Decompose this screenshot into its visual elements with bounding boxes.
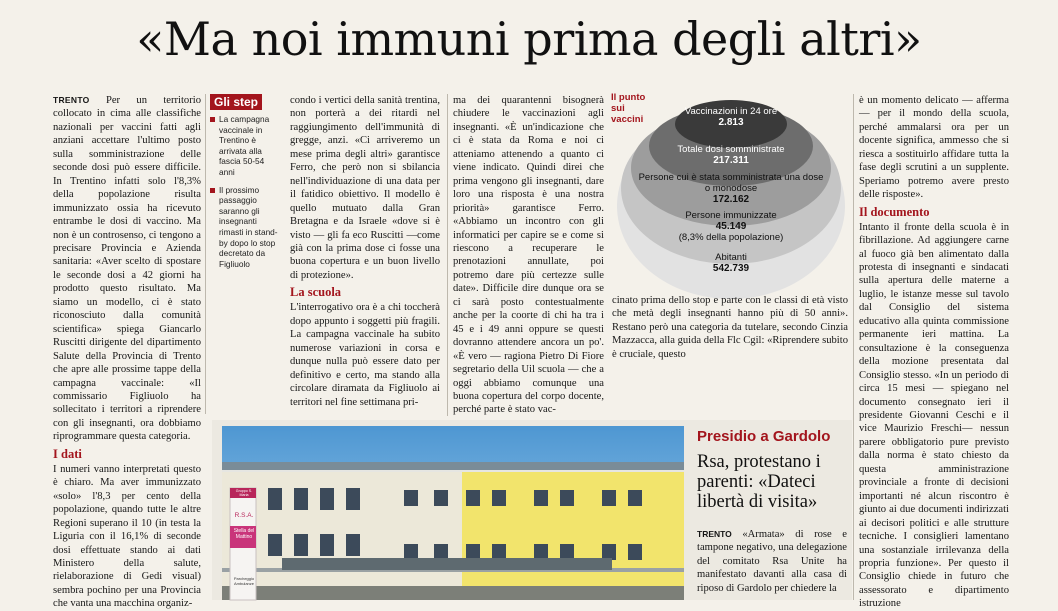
building-illustration [222,426,684,600]
paragraph: «Armata» di rose e tampone negativo, una delegazione del comitato Rsa Unite ha manifestato davanti alla casa di riposo di Gardolo per chiedere la [697,529,847,594]
square-bullet-icon [210,117,215,122]
box-body [697,528,847,600]
sidebar-item-text: La campagna vaccinale in Trentino è arrivata alla fascia 50-54 anni [219,114,270,177]
dateline: TRENTO [697,529,732,539]
paragraph: I numeri vanno interpretati questo è chiaro. Ma aver immunizzato «solo» l'8,3 per cento della popolazione, quando tutte le altre Regioni superano il 10 (in testa la Liguria con il 16,1% di seconde dosi effettuate stando ai dati Ministero della salute, rielaborazione di Gedi visual) sembra pochino per una Provincia che vanta una macchina organiz- [53,463,201,610]
headline: «Ma noi immuni prima degli altri» [136,12,922,66]
sidebar-item [210,114,280,178]
sidebar-title: Gli step [210,94,262,110]
box-kicker: Presidio a Gardolo [697,428,831,445]
subheading-documento: Il documento [859,204,930,219]
subheading-scuola: La scuola [290,285,342,300]
square-bullet-icon [210,188,215,193]
paragraph: cinato prima dello stop e parte con le classi di età visto che metà degli insegnanti hanno più di 50 anni». Restano però una categoria da tutelare, secondo Cinzia Mazzacca, alla guida della Flc Cgil: «Riprendere subito è cruciale, questo [612,295,848,360]
sidebar-gli-step [210,94,280,316]
article-column-2 [290,94,440,420]
article-column-5 [859,94,1009,610]
infographic-label: Il punto sui vaccini [611,92,646,125]
layer-abitanti: Abitanti 542.739 [712,252,750,274]
rsa-building-photo [222,426,684,600]
sign-name: Stella del Mattino [233,528,255,540]
paragraph: Per un territorio collocato in cima alle classifiche nazionali per vaccini fatti agli anziani accettare l'ultimo posto sulla somministrazione delle seconde dosi può essere difficile. In Trentino infatti solo l'8,3% della popolazione risulta immunizzato ossia ha ricevuto entrambe le dosi di vaccino. Ma non è un controsenso, ci tengono a precisare Provincia e Azienda sanitaria: «Aver scelto di spostare le seconde dosi a 42 giorni ha prodotto questo risultato. Ma siamo un modello, ci è stato riconosciuto dalla comunità scientifica» spiega Giancarlo Ruscitti dirigente del dipartimento Salute della Provincia di Trento che apre alle prossime tappe della campagna vaccinale: «Il commissario Figliuolo ha sollecitato i territori a riprendere con gli insegnanti, ora dobbiamo riprogrammare questa categoria. [53,95,201,443]
paragraph: è un momento delicato — afferma — per il mondo della scuola, perché ammalarsi ora per un docente significa, ammesso che si riesca a sostituirlo affidare tutta la fase degli scrutini a un supplente. Speriamo potremo avere presto delle risposte». [859,95,1009,201]
vaccine-infographic [616,96,846,281]
layer-24-ore: Vaccinazioni in 24 ore 2.813 [684,106,778,128]
article-column-3 [453,94,604,420]
layer-totale-dosi: Totale dosi somministrate 217.311 [677,144,785,166]
article-column-1 [53,94,201,610]
sign-brand: Gruppo S. Maria [235,489,253,497]
paragraph: Intanto il fronte della scuola è in fibrillazione. Ad aggiungere carne al fuoco già ben alimentato dalla protesta di insegnanti e sindacati sulla apertura delle materne a luglio, le istanze messe sul tavolo dal Consiglio del sistema educativo alla quinta commissione permanente ieri mattina. La consultazione è la conseguenza della mozione presentata dal Consiglio stesso. «In un periodo di circa 15 mesi — spiegano nel documento consegnato ieri il presidente Giovanni Ceschi e il vice Maurizio Freschi— nessun parere obbligatorio pure previsto dalla norma è stato chiesto da questa amministrazione provinciale a fronte di decisioni importanti né alcun riscontro è giunto ai due documenti indirizzati ai decisori politici e alle strutture tecniche. I consiglieri lamentano una sostanziale irrilevanza della propria funzione». Per questo il Consiglio chiede in futuro che assessorato e dipartimento istruzione [859,221,1009,610]
sidebar-item-text: Il prossimo passaggio saranno gli insegnanti rimasti in stand-by dopo lo stop decretato da Figliuolo [219,184,278,269]
sidebar-item [210,185,280,270]
layer-una-dose: Persone cui è stata somministrata una dose o monodose 172.162 [638,172,824,205]
article-column-4 [612,294,848,418]
box-title: Rsa, protestano i parenti: «Dateci libertà di visita» [697,452,821,512]
dateline: TRENTO [53,95,90,105]
sign-parking: Parcheggio Ambulanze [233,576,255,586]
column-divider [853,94,854,600]
column-divider [205,94,206,414]
column-divider [447,94,448,416]
paragraph: condo i vertici della sanità trentina, non porterà a dei ritardi nel raggiungimento dell'immunità di gregge, anzi. «Ci arriveremo un mese prima degli altri» garantisce Ferro, che però non si sbilancia nell'individuazione di una data per il fatidico obiettivo. Il modello è quello mutuato dalla Gran Bretagna e da Israele «dove si è visto — gli fa eco Ruscitti —come già con la prima dose ci fosse una buona copertura e un buon livello di protezione». [290,95,440,281]
paragraph: ma dei quarantenni bisognerà chiudere le vaccinazioni agli insegnanti. «È un'indicazione che ci è stata da Roma e noi ci atteniamo attenendo a quanto ci viene indicato. Quindi direi che prima vengono gli insegnanti, dare loro una risposta è una nostra priorità» garantisce Ferro. «Abbiamo un incontro con gli informatici per capire se e come si riescono a recuperare le prenotazioni annullate, poi potremo dare più certezze sulle date». Difficile dire dunque ora se ci sarà posto contestualmente anche per la coorte di chi ha tra i 45 e i 49 anni oppure se questi dovranno attendere ancora un po'. «È vero — ragiona Pietro Di Fiore segretario della Uil scuola — che a oggi abbiamo comunque una buona copertura del corpo docente, perché parte è stato vac- [453,95,604,416]
subheading-dati: I dati [53,446,82,461]
sign-rsa: R.S.A. [234,512,254,519]
paragraph: L'interrogativo ora è a chi toccherà dopo appunto i soggetti più fragili. La campagna vaccinale ha subito numerose variazioni in corsa e dunque nulla può essere dato per definitivo e certo, ma stando alla circolare diramata da Figliuolo ai territori nel fine settimana pri- [290,302,440,408]
layer-immunizzate: Persone immunizzate 45.149 (8,3% della popolazione) [678,210,784,243]
